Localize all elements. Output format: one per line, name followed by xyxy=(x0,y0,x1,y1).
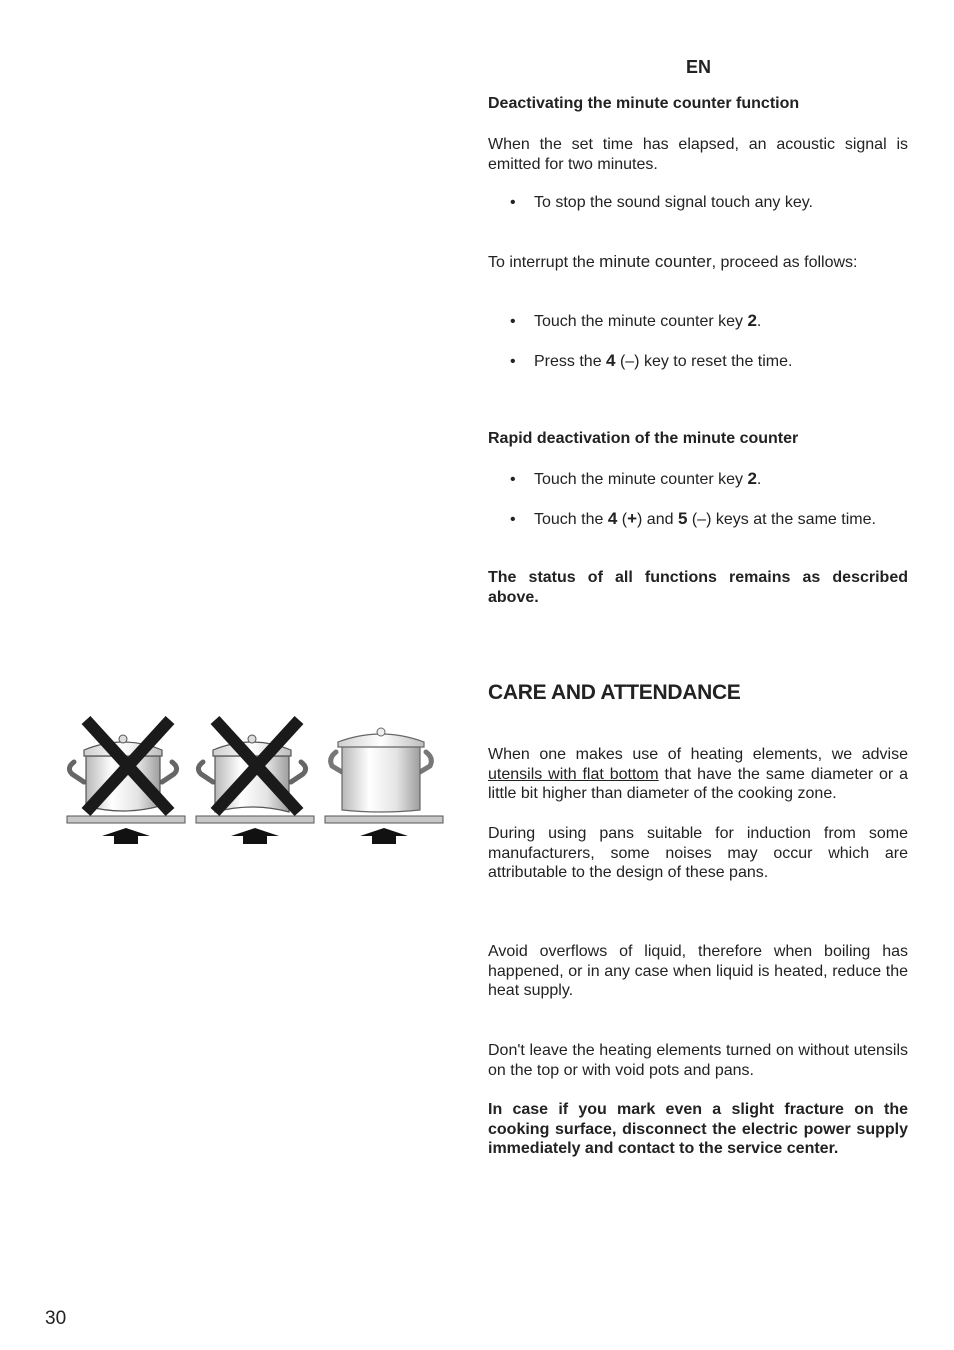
paragraph-flat-bottom xyxy=(488,745,908,804)
paragraph-overflow xyxy=(488,942,908,1001)
paragraph-acoustic-signal xyxy=(488,135,908,174)
paragraph-text: Avoid overflows of liquid, therefore when boiling has happened, or in any case when liquid is heated, reduce the heat supply. xyxy=(488,943,908,1000)
paragraph-text: During using pans suitable for induction from some manufacturers, some noises may occur which are attributable to the design of these pans. xyxy=(488,825,908,882)
text-span: ( xyxy=(617,511,628,528)
text-span: . xyxy=(756,313,762,330)
text-span: , proceed as follows: xyxy=(711,254,858,271)
text-span: minute counter xyxy=(599,252,712,271)
heading-care: CARE AND ATTENDANCE xyxy=(488,681,741,704)
section-title-rapid: Rapid deactivation of the minute counter xyxy=(488,430,799,447)
paragraph-text xyxy=(488,745,908,804)
paragraph-text: When the set time has elapsed, an acoustic signal is emitted for two minutes. xyxy=(488,136,908,173)
bullet-rapid-touch-key xyxy=(510,469,761,489)
bullet-stop-signal xyxy=(510,194,813,212)
bullet-dot: • xyxy=(510,353,516,370)
text-span: When one makes use of heating elements, we advise xyxy=(488,746,908,763)
text-span: Press the xyxy=(534,353,607,370)
pot-wrong-concave-icon xyxy=(196,720,314,844)
bullet-dot: • xyxy=(510,313,516,330)
key-label: 4 xyxy=(606,351,616,370)
paragraph-text xyxy=(488,252,908,273)
bullet-touch-key xyxy=(510,311,761,331)
text-span: (–) keys at the same time. xyxy=(687,511,876,528)
text-span: that have the same diameter or a little bit higher than diameter of the cooking zone. xyxy=(488,765,908,803)
bullet-text: To stop the sound signal touch any key. xyxy=(534,194,813,211)
pot-wrong-convex-icon xyxy=(67,720,185,844)
warning-fracture xyxy=(488,1100,908,1159)
paragraph-text: In case if you mark even a slight fracture on the cooking surface, disconnect the electric power supply immediately and contact to the service center. xyxy=(488,1101,908,1158)
pots-figure xyxy=(64,712,448,853)
key-label: + xyxy=(627,509,638,528)
paragraph-interrupt xyxy=(488,252,908,273)
text-span: To interrupt the xyxy=(488,254,600,271)
text-span: ) and xyxy=(637,511,678,528)
page-number: 30 xyxy=(45,1308,67,1329)
bullet-rapid-touch-keys xyxy=(510,509,876,529)
text-span: Touch the minute counter key xyxy=(534,471,748,488)
bullet-dot: • xyxy=(510,471,516,488)
paragraph-text: Don't leave the heating elements turned on without utensils on the top or with void pots and pans. xyxy=(488,1042,908,1079)
paragraph-empty-pans xyxy=(488,1041,908,1080)
key-label: 4 xyxy=(607,509,618,528)
text-span: Touch the minute counter key xyxy=(534,313,748,330)
status-note xyxy=(488,568,908,607)
key-label: 2 xyxy=(747,311,757,330)
pot-correct-flat-icon xyxy=(325,728,443,844)
language-code: EN xyxy=(686,57,712,77)
bullet-dot: • xyxy=(510,194,516,211)
bullet-press-key xyxy=(510,351,792,371)
text-span: (–) key to reset the time. xyxy=(615,353,793,370)
pots-illustration xyxy=(64,712,448,848)
text-span: . xyxy=(756,471,762,488)
key-label: 5 xyxy=(677,509,688,528)
underlined-text: utensils with flat bottom xyxy=(488,765,659,783)
text-span: Touch the xyxy=(534,511,608,528)
section-title-deactivate: Deactivating the minute counter function xyxy=(488,95,800,112)
bullet-dot: • xyxy=(510,511,516,528)
paragraph-noises xyxy=(488,824,908,883)
paragraph-text: The status of all functions remains as described above. xyxy=(488,569,908,606)
key-label: 2 xyxy=(747,469,757,488)
